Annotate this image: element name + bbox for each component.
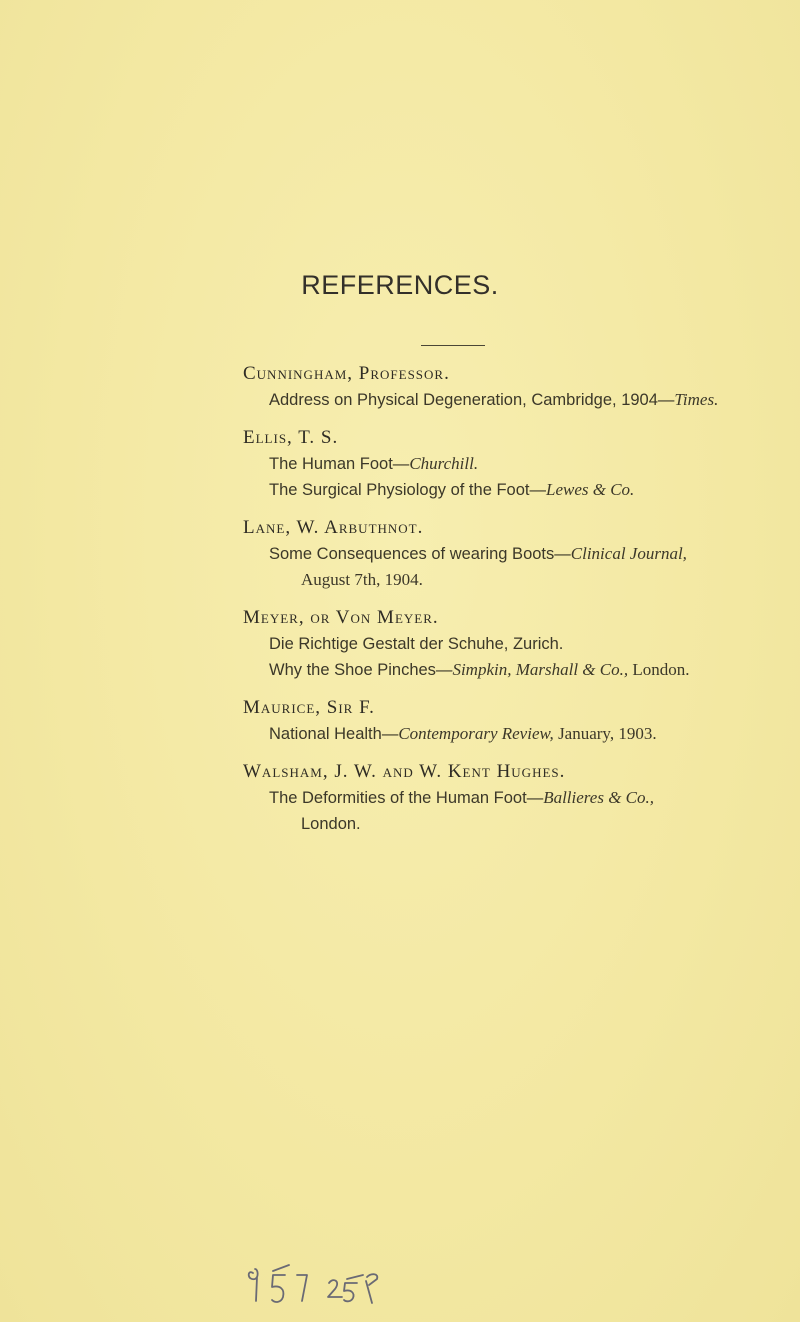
work-title: The Surgical Physiology of the Foot—: [269, 481, 546, 499]
reference-work: [269, 657, 783, 683]
work-title: Address on Physical Degeneration, Cambridge, 1904—: [269, 391, 675, 409]
reference-entry: [243, 361, 783, 413]
work-publisher: Lewes & Co.: [545, 480, 635, 499]
work-title: The Human Foot—: [269, 455, 410, 473]
reference-entry: [243, 605, 783, 683]
reference-entry: [243, 425, 783, 503]
work-publisher: Contemporary Review,: [398, 724, 554, 743]
reference-work: [269, 541, 783, 593]
reference-entry: [243, 695, 783, 747]
reference-work: [269, 387, 783, 413]
work-title: The Deformities of the Human Foot—: [269, 789, 544, 807]
reference-work: [269, 631, 783, 657]
work-publisher: Times.: [674, 390, 719, 409]
reference-list: [243, 361, 783, 849]
handwritten-catalog-note: [245, 1255, 475, 1315]
work-publisher: Ballieres & Co.,: [543, 788, 655, 807]
title-rule: [421, 345, 485, 346]
work-detail: London.: [628, 660, 690, 679]
work-detail: January, 1903.: [553, 724, 657, 743]
reference-work: [269, 451, 783, 477]
reference-work: [269, 785, 783, 837]
page-title: REFERENCES.: [301, 270, 499, 300]
reference-author: Cunningham, Professor.: [243, 363, 450, 384]
work-title: Some Consequences of wearing Boots—: [269, 545, 571, 563]
work-continuation: London.: [301, 815, 361, 833]
reference-entry: [243, 759, 783, 837]
work-publisher: Clinical Journal,: [570, 544, 687, 563]
work-publisher: Churchill.: [409, 454, 479, 473]
reference-author: Meyer, or Von Meyer.: [243, 607, 439, 628]
work-title: Why the Shoe Pinches—: [269, 661, 453, 679]
reference-entry: [243, 515, 783, 593]
work-title: Die Richtige Gestalt der Schuhe, Zurich.: [269, 635, 564, 653]
reference-work: [269, 721, 783, 747]
work-title: National Health—: [269, 725, 399, 743]
reference-author: Maurice, Sir F.: [243, 697, 375, 718]
reference-author: Lane, W. Arbuthnot.: [243, 517, 424, 538]
work-publisher: Simpkin, Marshall & Co.,: [452, 660, 629, 679]
reference-author: Ellis, T. S.: [243, 427, 339, 448]
reference-work: [269, 477, 783, 503]
work-continuation: August 7th, 1904.: [301, 570, 423, 589]
reference-author: Walsham, J. W. and W. Kent Hughes.: [243, 761, 566, 782]
